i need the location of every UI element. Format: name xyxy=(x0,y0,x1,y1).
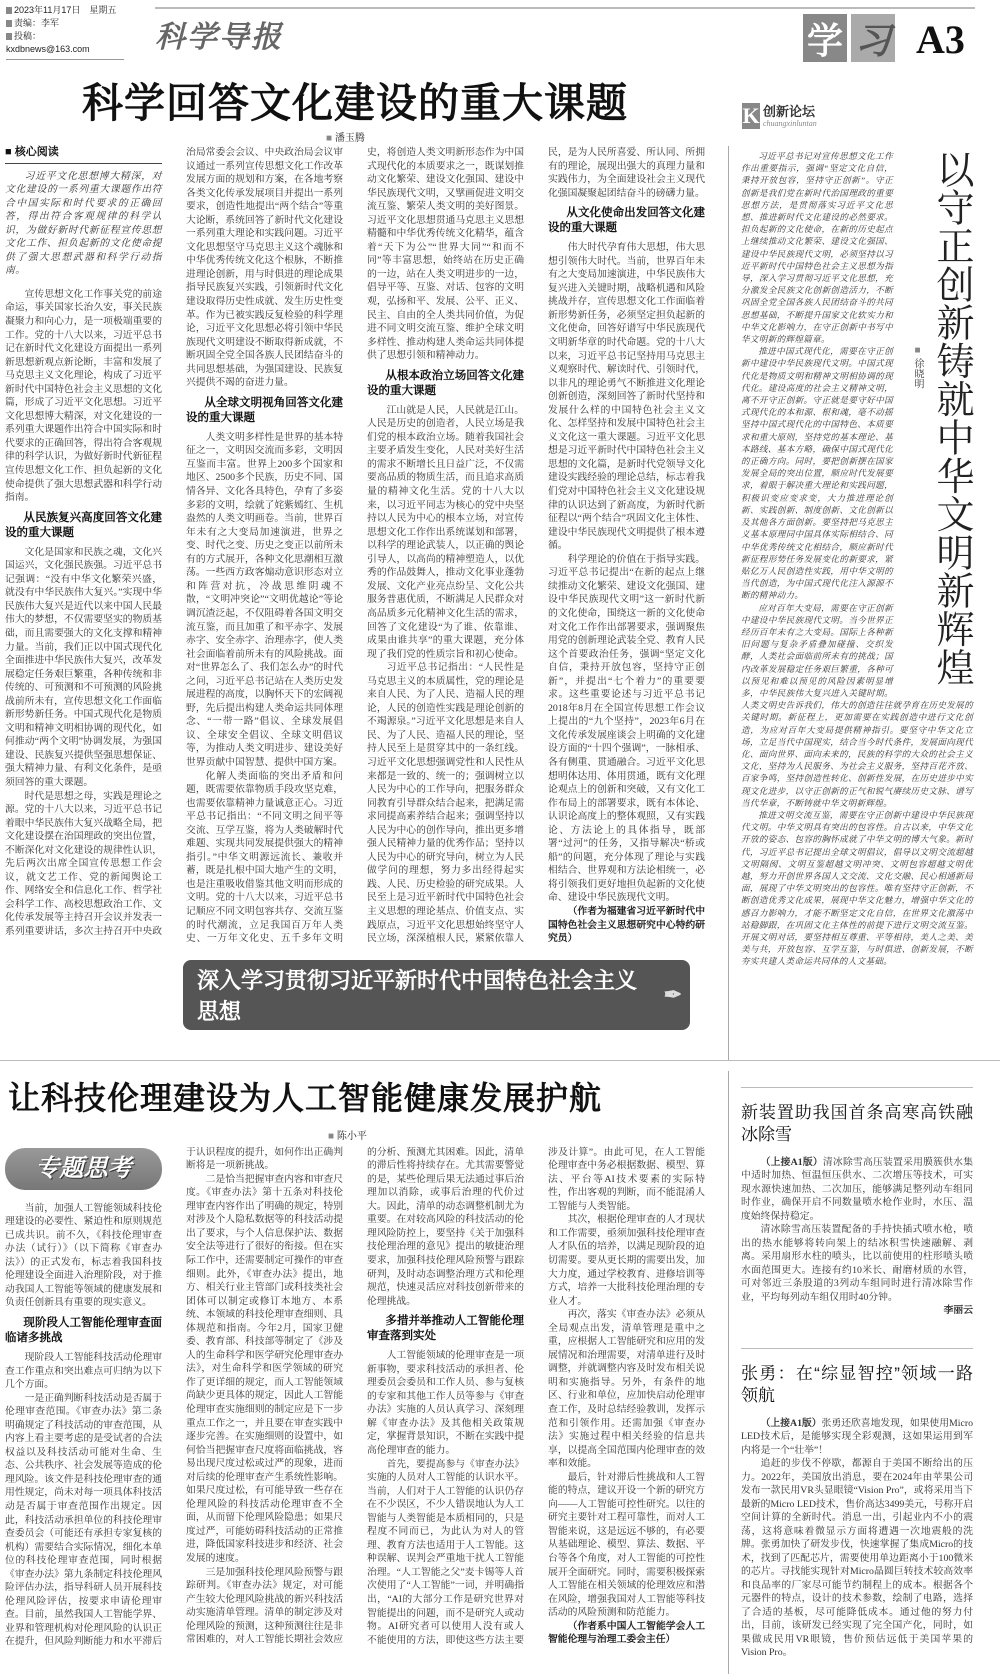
contact-email: 投稿：kxdbnews@163.com xyxy=(6,30,124,56)
page-header xyxy=(0,0,1000,146)
forum-pinyin: chuangxinluntan xyxy=(763,118,817,128)
paragraph: 最后，针对滞后性挑战和人工智能的特点，建议开设一个新的研究方向——人工智能可控性研究。以往的研究主要针对工程可靠性，而对人工智能来说，这是远远不够的，有必要从基础理论、模型、算法、数据、平台等各个角度，对人工智能的可控性展开全面研究。同时，需要积极探索人工智能在相关领域的伦理效应和潜在风险，增强我国对人工智能等科技活动的风险预测和防范能力。 xyxy=(548,1471,705,1619)
news-author: 李丽云 xyxy=(943,1305,973,1317)
subheading: 现阶段人工智能伦理审查面临诸多挑战 xyxy=(5,1317,162,1344)
paragraph: 时代是思想之母，实践是理论之源。党的十八大以来，习近平总书记着眼中华民族伟大复兴战略全局，把文化建设摆在治国理政的突出位置，不断深化对文化建设的规律性认识，先后两次出席全国宣传思想工作会议，就文艺工作、党的新闻舆论工作、网络安全和信息化工作、哲学社会科学工作、高校思想政治工作、文化传承发展等主持召开会议并发表一系列重要讲话，多次主持召开中央政治局常委会会议、中央政治局会议审议通过一系列宣传思想文化工作改革发展方面的规划和方案，在各地考察各类文化传承发展项目并提出一系列要求，创造性地提出“两个结合”等重大论断，系统回答了新时代文化建设一系列重大理论和实践问题。习近平文化思想坚守马克思主义这个魂脉和中华优秀传统文化这个根脉，不断推进理论创新，用与时俱进的理论成果指导民族复兴实践，引领新时代文化建设取得历史性成就、发生历史性变革。作为已被实践反复检验的科学理论，习近平文化思想必将引领中华民族现代文明建设不断取得新成就，不断巩固全党全国各族人民团结奋斗的共同思想基础，为强国建设、民族复兴提供不竭的奋进力量。 xyxy=(5,147,343,937)
article-byline: ■ 潘玉腾 xyxy=(326,129,365,144)
continued-from: （上接A1版） xyxy=(760,1156,823,1168)
newspaper-logo: 科学导报 xyxy=(155,21,283,54)
paragraph-text: 清冰除雪高压装置采用膜簇供水集中适时加热、恒温恒压供水、二次增压等技术，可实现水源快速加热、二次加压，能够满足整列动车组同时作业，确保开启不同数量喷水枪作业时，水压、温度始终保持稳定。 xyxy=(741,1156,973,1222)
top-section xyxy=(0,146,1000,1060)
paragraph xyxy=(741,1417,973,1458)
paragraph xyxy=(741,1156,973,1224)
side-article-header xyxy=(901,150,973,686)
subheading: 多措并举推动人工智能伦理审查落到实处 xyxy=(367,1315,524,1343)
forum-title: 创新论坛 xyxy=(763,103,816,119)
side-article xyxy=(741,146,973,968)
article-byline: ■ 陈小平 xyxy=(328,1127,705,1142)
paragraph: 江山就是人民，人民就是江山。人民是历史的创造者，人民立场是我们党的根本政治立场。随着我国社会主要矛盾发生变化，人民对美好生活的需求不断增长且日益广泛，不仅需要高品质的物质生活，而且追求高质量的精神文化生活。党的十八大以来，以习近平同志为核心的党中央坚持以人民为中心的根本立场，对宣传思想文化工作作出系统谋划和部署，以科学的理论武装人，以正确的舆论引导人，以高尚的精神塑造人，以优秀的作品鼓舞人，推动文化事业蓬勃发展、文化产业亮点纷呈、文化公共服务普惠优质，不断满足人民群众对高品质多元化精神文化生活的需求，回答了文化建设“为了谁、依靠谁、成果由谁共享”的重大课题，充分体现了我们党的性质宗旨和初心使命。 xyxy=(367,404,524,660)
paragraph: 人类文明多样性是世界的基本特征之一，文明因交流而多彩，文明因互鉴而丰富。世界上200多个国家和地区、2500多个民族，历史不同、国情各异、文化各具特色，孕育了多姿多彩的文明，绘就了姹紫嫣红、生机盎然的人类文明画卷。当前，世界百年未有之大变局加速演进，世界之变、时代之变、历史之变正以前所未有的方式展开，各种文化思潮相互激荡。一些西方政客煽动意识形态对立和阵营对抗，冷战思维阴魂不散，“文明冲突论”“文明优越论”等论调沉渣泛起，不仅阻碍着各国文明交流互鉴，而且加重了和平赤字、发展赤字、安全赤字、治理赤字，使人类社会面临着前所未有的风险挑战。面对“世界怎么了、我们怎么办”的时代之问，习近平总书记站在人类历史发展进程的高度，以胸怀天下的宏阔视野，先后提出构建人类命运共同体理念、“一带一路”倡议、全球发展倡议、全球安全倡议、全球文明倡议等，为推动人类文明进步、建设美好世界贡献中国智慧、提供中国方案。 xyxy=(186,431,343,768)
paragraph: 清冰除雪高压装置配备的手持快插式喷水枪，喷出的热水能够将转向架上的结冰积雪快速融解、剥离。采用扇形水柱的喷头，比以前使用的柱形喷头喷水面范围更大。连接有约10米长、耐磨材质的水管，可对邻近三条股道的3列动车组同时进行清冰除雪作业，平均每列动车组仅用时40分钟。 xyxy=(741,1224,973,1303)
article-body xyxy=(5,1146,705,1649)
paragraph: 二是恰当把握审查内容和审查尺度。《审查办法》第十五条对科技伦理审查内容作出了明确的规定，特别对涉及个人隐私数据等的科技活动提出了要求，与个人信息保护法、数据安全法等进行了很好的衔接。但在实际工作中，还需要制定可操作的审查细则。此外，《审查办法》提出，地方、相关行业主管部门或科技类社会团体可以制定或修订本地方、本系统、本领域的科技伦理审查细则、具体规范和指南。今年2月，国家卫健委、教育部、科技部等制定了《涉及人的生命科学和医学研究伦理审查办法》，对生命科学和医学领域的研究作了更详细的规定，而人工智能领域尚缺少更具体的规定，因此人工智能伦理审查实施细则的制定应是下一步重点工作之一，并且要在审查实践中逐步完善。在实施细则的设置中，如何恰当把握审查尺度将面临挑战，容易出现尺度过松或过严的现象，进而对后续的伦理审查产生系统性影响。如果尺度过松，有可能导致一些存在伦理风险的科技活动伦理审查不全面，从而留下伦理风险隐患；如果尺度过严，可能妨碍科技活动的正常推进，降低国家科技进步和经济、社会发展的速度。 xyxy=(186,1173,343,1565)
forum-letter: K xyxy=(742,103,760,128)
side-article-title: 以守正创新铸就中华文明新辉煌 xyxy=(930,150,972,687)
paragraph: 推进中国式现代化，需要在守正创新中建设中华民族现代文明。中国式现代化是物质文明和精神文明相协调的现代化。建设高度的社会主义精神文明，离不开守正创新。守正就是要守好中国式现代化的本和源、根和魂，毫不动摇坚持中国式现代化的中国特色、本质要求和重大原则，坚持党的基本理论、基本路线、基本方略，确保中国式现代化的正确方向。同时，要把创新摆在国家发展全局的突出位置，顺应时代发展要求，着眼于解决重大理论和实践问题，积极识变应变求变，大力推进理论创新、实践创新、制度创新、文化创新以及其他各方面创新。要坚持把马克思主义基本原理同中国具体实际相结合、同中华优秀传统文化相结合，顺应新时代新征程形势任务发展变化的新要求，紧贴亿万人民创造性实践，用中华文明的当代创造，为中国式现代化注入源源不断的精神动力。 xyxy=(741,346,893,601)
forum-label xyxy=(742,103,817,129)
paragraph: 其次，根据伦理审查的人才现状和工作需要，亟须加强科技伦理审查人才队伍的培养，以满足现阶段的迫切需要。要从更长期的需要出发，加大力度，通过学校教育、进修培训等方式，培养一大批科技伦理治理的专业人才。 xyxy=(548,1214,705,1307)
subheading: 从全球文明视角回答文化建设的重大课题 xyxy=(186,396,343,424)
issue-date: 2023年11月17日 星期五 xyxy=(6,4,124,17)
paragraph: 再次，落实《审查办法》必须从全局观点出发，清单管理是重中之重，应根据人工智能研究和应用的发展情况和治理需要，对清单进行及时调整，并就调整内容及时发布相关说明和实施指导。另外，有条件的地区、行业和单位，应加快启动伦理审查工作，及时总结经验教训，发挥示范和引领作用。还需加强《审查办法》实施过程中相关经验的信息共享，以提高全国范围内伦理审查的效率和效能。 xyxy=(548,1309,705,1470)
main-article xyxy=(5,1071,705,1649)
subheading: 从民族复兴高度回答文化建设的重大课题 xyxy=(5,511,162,539)
paragraph: 追赶的步伐不停歇，都源自于美国不断给出的压力。2022年，美国放出消息，要在2024年由苹果公司发布一款民用VR头显眼镜“Vision Pro”，或将采用当下最新的Micro LED技术，售价高达3499美元，号称开启空间计算的全新时代。消息一出，引起业内不小的震荡，这将意味着微显示方面将遭遇一次地震般的洗牌。张勇加快了研发步伐，快速掌握了集成Micro的技术，找到了匹配芯片，需要使用单边距离小于100微米的芯片。寻找能实现针对Micro晶圆巨转技术较高效率和良品率的厂家尽可能节约制程上的成本。根据各个元器件的特点，设计的技术参数，绘制了电路，选择了合适的基板，尽可能降低成本。通过他的努力付出，目前，该研发已经实现了完全国产化，同时，如果做成民用VR眼镜，售价预估远低于美国苹果的Vision Pro。 xyxy=(741,1458,973,1659)
paragraph-text: 张勇还欣喜地发现，如果使用Micro LED技术后，是能够实现全彩观测，这如果运用到军内将是一个“壮举”！ xyxy=(741,1417,973,1456)
paragraph: 文化是国家和民族之魂，文化兴国运兴，文化强民族强。习近平总书记强调：“没有中华文化繁荣兴盛，就没有中华民族伟大复兴。”实现中华民族伟大复兴是近代以来中国人民最伟大的梦想，不仅需要坚实的物质基础，而且需要强大的文化支撑和精神力量。当前，我们正以中国式现代化全面推进中华民族伟大复兴，改革发展稳定任务艰巨繁重，各种传统和非传统的、可预测和不可预测的风险挑战前所未有，宣传思想文化工作面临新形势新任务。中国式现代化是物质文明和精神文明相协调的现代化，如何推动“两个文明”协调发展，为强国建设、民族复兴提供坚强思想保证、强大精神力量、有利文化条件，是亟须回答的重大课题。 xyxy=(5,546,162,788)
page-number: A3 xyxy=(916,17,965,62)
paragraph: 伟大时代孕育伟大思想，伟大思想引领伟大时代。当前，世界百年未有之大变局加速演进，中华民族伟大复兴进入关键时期，战略机遇和风险挑战并存，宣传思想文化工作面临着新形势新任务，必须坚定担负起新的文化使命，回答好谱写中华民族现代文明新华章的时代命题。党的十八大以来，习近平总书记坚持用马克思主义观察时代、解读时代、引领时代，以非凡的理论勇气不断推进文化理论创新创造，深刻回答了新时代坚持和发展什么样的中国特色社会主义文化、怎样坚持和发展中国特色社会主义文化这一重大课题。习近平文化思想是习近平新时代中国特色社会主义思想的文化篇，是新时代党领导文化建设实践经验的理论总结，标志着我们党对中国特色社会主义文化建设规律的认识达到了新高度，为新时代新征程以“两个结合”巩固文化主体性、建设中华民族现代文明提供了根本遵循。 xyxy=(548,242,705,552)
topic-badge: 专题思考 xyxy=(5,1148,162,1190)
banner-text: 深入学习贯彻习近平新时代中国特色社会主义思想 xyxy=(197,967,638,1024)
paragraph: 当前，加强人工智能领域科技伦理建设的必要性、紧迫性和原则规范已成共识。前不久，《科技伦理审查办法（试行）》（以下简称《审查办法》）的正式发布，标志着我国科技伦理建设全面进入治理阶段，对于推动我国人工智能等领域的健康发展和负责任创新具有重要的现实意义。 xyxy=(5,1202,162,1309)
article-body xyxy=(5,146,705,946)
news-item xyxy=(741,1087,973,1332)
author-note: （作者系中国人工智能学会人工智能伦理与治理工委会主任） xyxy=(548,1620,705,1646)
article-title: 科学回答文化建设的重大课题 xyxy=(82,80,628,126)
editor: 责编：李军 xyxy=(6,17,124,30)
main-article xyxy=(5,146,705,1060)
paragraph: 习近平总书记对宣传思想文化工作作出重要指示，强调“坚定文化自信，秉持开放包容，坚持守正创新”。守正创新是我们党在新时代治国理政的重要思想方法，是贯彻落实习近平文化思想、推进新时代文化建设的必然要求。担负起新的文化使命，在新的历史起点上继续推动文化繁荣、建设文化强国、建设中华民族现代文明，必须坚持以习近平新时代中国特色社会主义思想为指导，深入学习贯彻习近平文化思想，充分激发全民族文化创新创造活力，不断巩固全党全国各族人民团结奋斗的共同思想基础，不断提升国家文化软实力和中华文化影响力，在守正创新中书写中华文明新的辉煌篇章。 xyxy=(741,151,893,345)
article-title: 让科技伦理建设为人工智能健康发展护航 xyxy=(8,1079,603,1116)
news-item xyxy=(741,1348,973,1674)
paragraph: 一是正确判断科技活动是否属于伦理审查范围。《审查办法》第二条明确规定了科技活动的审查范围，从内容上看主要考虑的是受试者的合法权益以及科技活动可能对生命、生态、公共秩序、社会发展等造成的伦理风险。该文件是科技伦理审查的通用性规定，尚未对每一项具体科技活动是否属于审查范围作出规定。因此，科技活动承担单位的科技伦理审查委员会（可能还有承担专家复核的机构）需要结合实际情况，细化本单位的科技伦理审查范围，同时根据《审查办法》第九条制定科技伦理风险评估办法，指导科研人员开展科技伦理风险评估，按要求申请伦理审查。目前，虽然我国人工智能学界、业界和管理机构对伦理风险的认识正在提升，但风险判断能力和水平滞后于认识程度的提升，如何作出正确判断将是一项新挑战。 xyxy=(5,1146,343,1648)
continued-from: （上接A1版） xyxy=(760,1417,822,1429)
header-rule xyxy=(155,7,975,9)
pen-icon: ✒ xyxy=(663,981,682,1007)
paragraph: 科学理论的价值在于指导实践。习近平总书记提出“在新的起点上继续推动文化繁荣、建设文化强国、建设中华民族现代文明”这一新时代新的文化使命，围绕这一新的文化使命对文化工作作出部署要求，强调聚焦用党的创新理论武装全党、教育人民这个首要政治任务，强调“坚定文化自信，秉持开放包容，坚持守正创新”，并提出“七个着力”的重要要求。这些重要论述与习近平总书记2018年8月在全国宣传思想工作会议上提出的“九个坚持”，2023年6月在文化传承发展座谈会上明确的文化建设方面的“十四个强调”，一脉相承、各有侧重、贯通融合。习近平文化思想明体达用、体用贯通，既有文化理论观点上的创新和突破，又有文化工作布局上的部署要求，既有本体论、认识论高度上的整体观照，又有实践论、方法论上的具体指导，既部署“过河”的任务，又指导解决“桥或船”的问题，充分体现了理论与实践相结合、世界观和方法论相统一，必将引领我们更好地担负起新的文化使命、建设中华民族现代文明。 xyxy=(548,553,705,904)
news-column xyxy=(728,1071,973,1674)
author-note: （作者为福建省习近平新时代中国特色社会主义思想研究中心特约研究员） xyxy=(548,905,705,945)
paragraph: 首先，要提高参与《审查办法》实施的人员对人工智能的认识水平。当前，人们对于人工智能的认识仍存在不少误区，不少人错误地认为人工智能与人类智能是本质相同的，只是程度不同而已，为此认为对人的管理、教育方法也适用于人工智能。这种误解、误判会严重地干扰人工智能治理。“人工智能之父”麦卡锡等人首次使用了“人工智能”一词，并明确指出，“AI的大部分工作是研究世界对智能提出的问题，而不是研究人或动物。AI研究者可以使用人没有或人不能使用的方法，即使这些方法主要涉及计算”。由此可见，在人工智能伦理审查中务必根据数据、模型、算法、平台等AI技术要素的实际特性，作出客观的判断，而不能混淆人工智能与人类智能。 xyxy=(367,1146,705,1646)
news-title: 张勇：在“综显智控”领域一路领航 xyxy=(741,1363,973,1405)
core-reading xyxy=(5,146,162,278)
paragraph: 人工智能领域的伦理审查是一项新事物，要求科技活动的承担者、伦理委员会委员和工作人员、参与复核的专家和其他工作人员等参与《审查办法》实施的人员认真学习、深刻理解《审查办法》及其他相关政策规定，掌握背景知识，不断在实践中提高伦理审查的能力。 xyxy=(367,1350,524,1457)
section-badge xyxy=(803,14,895,62)
section-char: 学 xyxy=(803,14,847,62)
core-reading-text: 习近平文化思想博大精深，对文化建设的一系列重大课题作出符合中国实际和时代要求的正确回答，得出符合客观规律的科学认识，为做好新时代新征程宣传思想文化工作、担负起新的文化使命提供了强大思想武器和科学行动指南。 xyxy=(5,170,162,277)
core-reading-label: ■ 核心阅读 xyxy=(5,146,162,164)
paragraph: 习近平总书记指出：“人民性是马克思主义的本质属性，党的理论是来自人民、为了人民、造福人民的理论，人民的创造性实践是理论创新的不竭源泉。”习近平文化思想是来自人民、为了人民、造福人民的理论，坚持人民至上是贯穿其中的一条红线。习近平文化思想强调党性和人民性从来都是一致的、统一的；强调树立以人民为中心的工作导向，把服务群众同教育引导群众结合起来，把满足需求同提高素养结合起来；强调坚持以人民为中心的创作导向，推出更多增强人民精神力量的优秀作品；坚持以人民为中心的研究导向，树立为人民做学问的理想，努力多出经得起实践、人民、历史检验的研究成果。人民至上是习近平新时代中国特色社会主义思想的理论基点、价值支点、实践原点，习近平文化思想始终坚守人民立场，深深植根人民，紧紧依靠人民，是为人民所喜爱、所认同、所拥有的理论，展现出强大的真理力量和实践伟力，为全面建设社会主义现代化强国凝聚起团结奋斗的磅礴力量。 xyxy=(367,147,705,945)
subheading: 从根本政治立场回答文化建设的重大课题 xyxy=(367,369,524,397)
news-title: 新装置助我国首条高寒高铁融冰除雪 xyxy=(741,1102,973,1144)
section-char: 习 xyxy=(851,14,895,62)
subheading: 从文化使命出发回答文化建设的重大课题 xyxy=(548,207,705,235)
side-article-byline: ■ 徐晓明 xyxy=(911,345,923,686)
paragraph: 推进文明交流互鉴，需要在守正创新中建设中华民族现代文明。中华文明具有突出的包容性。自古以来，中华文化开放的姿态、包容的胸怀成就了中华文明的博大气象。新时代，习近平总书记提出全球文明倡议，倡导以文明交流超越文明隔阂、文明互鉴超越文明冲突、文明包容超越文明优越，努力开创世界各国人文交流、文化交融、民心相通新局面，展现了中华文明突出的包容性。唯有坚持守正创新，不断创造优秀文化成果，展现中华文化魅力，增强中华文化的感召力影响力，才能不断坚定文化自信，在世界文化激荡中站稳脚跟，在巩固文化主体性的前提下进行文明交流互鉴。开展文明对话，要坚持相互尊重、平等相待，美人之美、美美与共，开放包容、互学互鉴，与时俱进、创新发展，不断夯实共建人类命运共同体的人文基础。 xyxy=(741,809,973,967)
paragraph: 三是加强科技伦理风险预警与跟踪研判。《审查办法》规定，对可能产生较大伦理风险挑战的新兴科技活动实施清单管理。清单的制定涉及对伦理风险的预测，这种预测往往是非常困难的，对人工智能长期社会效应的分析、预测尤其困难。因此，清单的滞后性将持续存在。尤其需要警觉的是，某些伦理后果无法通过事后治理加以消除，或事后治理的代价过大。因此，清单的动态调整机制尤为重要。在对较高风险的科技活动的伦理风险防控上，要坚持《关于加强科技伦理治理的意见》提出的敏捷治理要求，加强科技伦理风险预警与跟踪研判，及时动态调整治理方式和伦理规范，快速灵活应对科技创新带来的伦理挑战。 xyxy=(186,1146,524,1646)
paragraph: 化解人类面临的突出矛盾和问题，既需要依靠物质手段攻坚克难，也需要依靠精神力量诚意正心。习近平总书记指出：“不同文明之间平等交流、互学互鉴，将为人类破解时代难题、实现共同发展提供强大的精神指引。”中华文明源远流长、兼收并蓄，既是扎根中国大地产生的文明，也是注重吸收借鉴其他文明而形成的文明。党的十八大以来，习近平总书记顺应不同文明包容共存、交流互鉴的时代潮流，立足我国百万年人类史、一万年文化史、五千多年文明史，将创造人类文明新形态作为中国式现代化的本质要求之一，既谋划推动文化繁荣、建设文化强国、建设中华民族现代文明，又擘画促进文明交流互鉴、繁荣人类文明的美好图景。习近平文化思想贯通马克思主义思想精髓和中华优秀传统文化精华，蕴含着“天下为公”“世界大同”“和而不同”等丰富思想，始终站在历史正确的一边，站在人类文明进步的一边，倡导平等、互鉴、对话、包容的文明观，弘扬和平、发展、公平、正义、民主、自由的全人类共同价值，为促进不同文明交流互鉴、维护全球文明多样性、推动构建人类命运共同体提供了思想引领和精神动力。 xyxy=(186,147,524,945)
issue-meta xyxy=(6,4,124,60)
theme-banner xyxy=(183,960,690,1030)
paragraph: 应对百年大变局，需要在守正创新中建设中华民族现代文明。当今世界正经历百年未有之大变局。国际上各种新旧问题与复杂矛盾叠加碰撞、交织发酵，人类社会面临前所未有的挑战；国内改革发展稳定任务艰巨繁重，各种可以预见和难以预见的风险因素明显增多，中华民族伟大复兴进入关键时期。人类文明史告诉我们，伟大的创造往往就孕育在历史发展的关键时期。新征程上，更加需要在实践创造中进行文化创造，为应对百年大变局提供精神指引。要坚守中华文化立场，立足当代中国现实，结合当今时代条件，发展面向现代化、面向世界、面向未来的，民族的科学的大众的社会主义文化，坚持为人民服务、为社会主义服务，坚持百花齐放、百家争鸣，坚持创造性转化、创新性发展，在历史进步中实现文化进步，以守正创新的正气和锐气赓续历史文脉、谱写当代华章，不断铸就中华文明新辉煌。 xyxy=(741,602,973,808)
side-column xyxy=(728,146,973,1060)
paragraph: 现阶段人工智能科技活动伦理审查工作重点和突出难点可归纳为以下几个方面。 xyxy=(5,1352,162,1391)
bottom-section xyxy=(0,1060,1000,1674)
paragraph: 宣传思想文化工作事关党的前途命运，事关国家长治久安，事关民族凝聚力和向心力，是一项极端重要的工作。党的十八大以来，习近平总书记在新时代文化建设方面提出一系列新思想新观点新论断，丰富和发展了马克思主义文化理论，构成了习近平新时代中国特色社会主义思想的文化篇，形成了习近平文化思想。习近平文化思想博大精深，对文化建设的一系列重大课题作出符合中国实际和时代要求的正确回答，得出符合客观规律的科学认识，为做好新时代新征程宣传思想文化工作、担负起新的文化使命提供了强大思想武器和科学行动指南。 xyxy=(5,288,162,504)
